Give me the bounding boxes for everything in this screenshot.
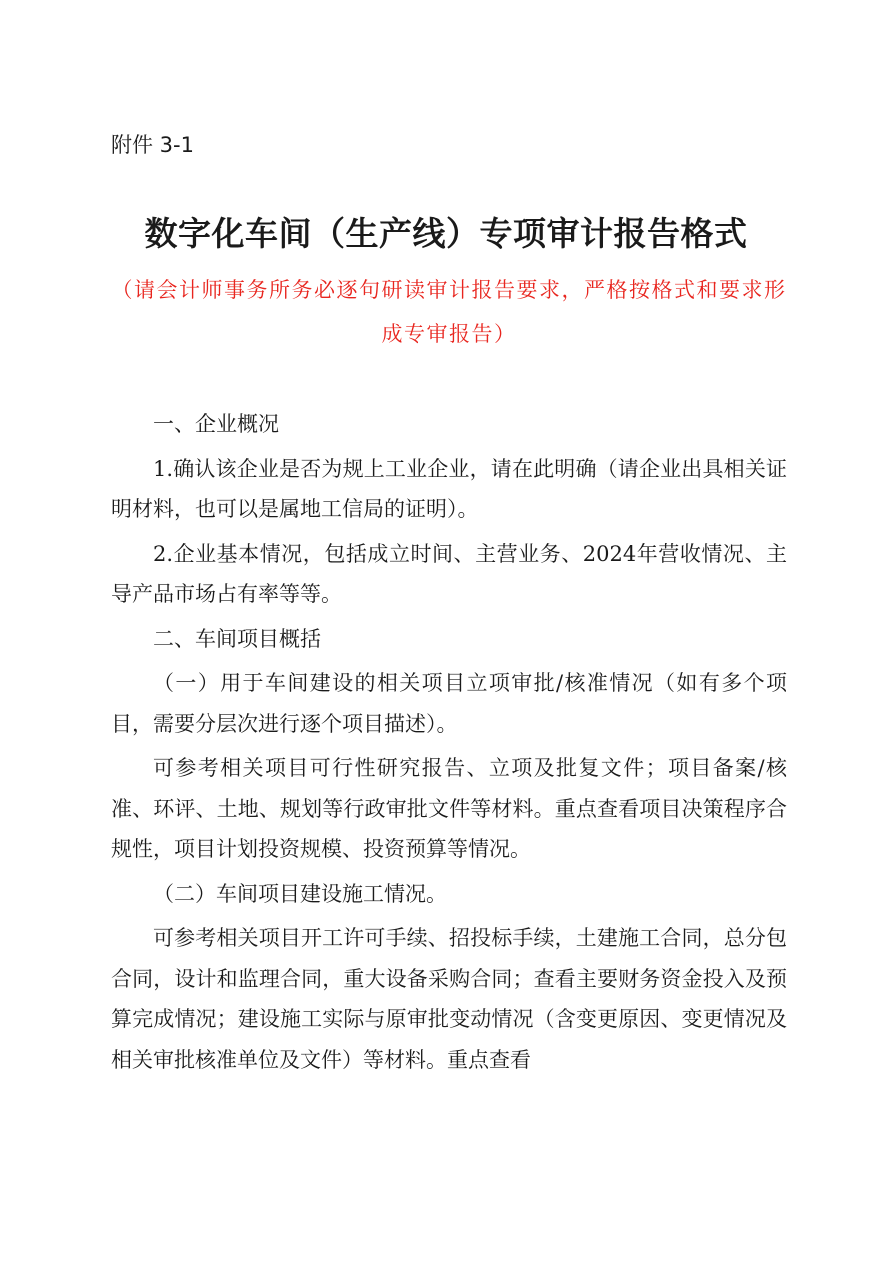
section-heading-overview: 一、企业概况 xyxy=(153,412,279,436)
subheading-construction: （二）车间项目建设施工情况。 xyxy=(153,881,447,906)
section-heading-project: 二、车间项目概括 xyxy=(153,626,321,651)
subheading-approval: （一）用于车间建设的相关项目立项审批/核准情况（如有多个项目，需要分层次进行逐个项目描述）。 xyxy=(111,671,787,736)
document-title: 数字化车间（生产线）专项审计报告格式 xyxy=(144,214,748,253)
paragraph-approval-reference: 可参考相关项目可行性研究报告、立项及批复文件；项目备案/核准、环评、土地、规划等行政审批文件等材料。重点查看项目决策程序合规性，项目计划投资规模、投资预算等情况。 xyxy=(111,756,787,861)
instruction-note: （请会计师事务所务必逐句研读审计报告要求，严格按格式和要求形成专审报告） xyxy=(111,278,787,346)
paragraph-enterprise-basics: 2.企业基本情况，包括成立时间、主营业务、2024年营收情况、主导产品市场占有率等等。 xyxy=(111,541,787,606)
paragraph-construction-reference: 可参考相关项目开工许可手续、招投标手续，土建施工合同，总分包合同，设计和监理合同，重大设备采购合同；查看主要财务资金投入及预算完成情况；建设施工实际与原审批变动情况（含变更原因、变更情况及相关审批核准单位及文件）等材料。重点查看 xyxy=(111,926,787,1072)
paragraph-confirm-enterprise: 1.确认该企业是否为规上工业企业，请在此明确（请企业出具相关证明材料，也可以是属地工信局的证明）。 xyxy=(111,456,787,521)
attachment-label: 附件 3-1 xyxy=(111,133,194,157)
document-body xyxy=(111,404,787,1084)
